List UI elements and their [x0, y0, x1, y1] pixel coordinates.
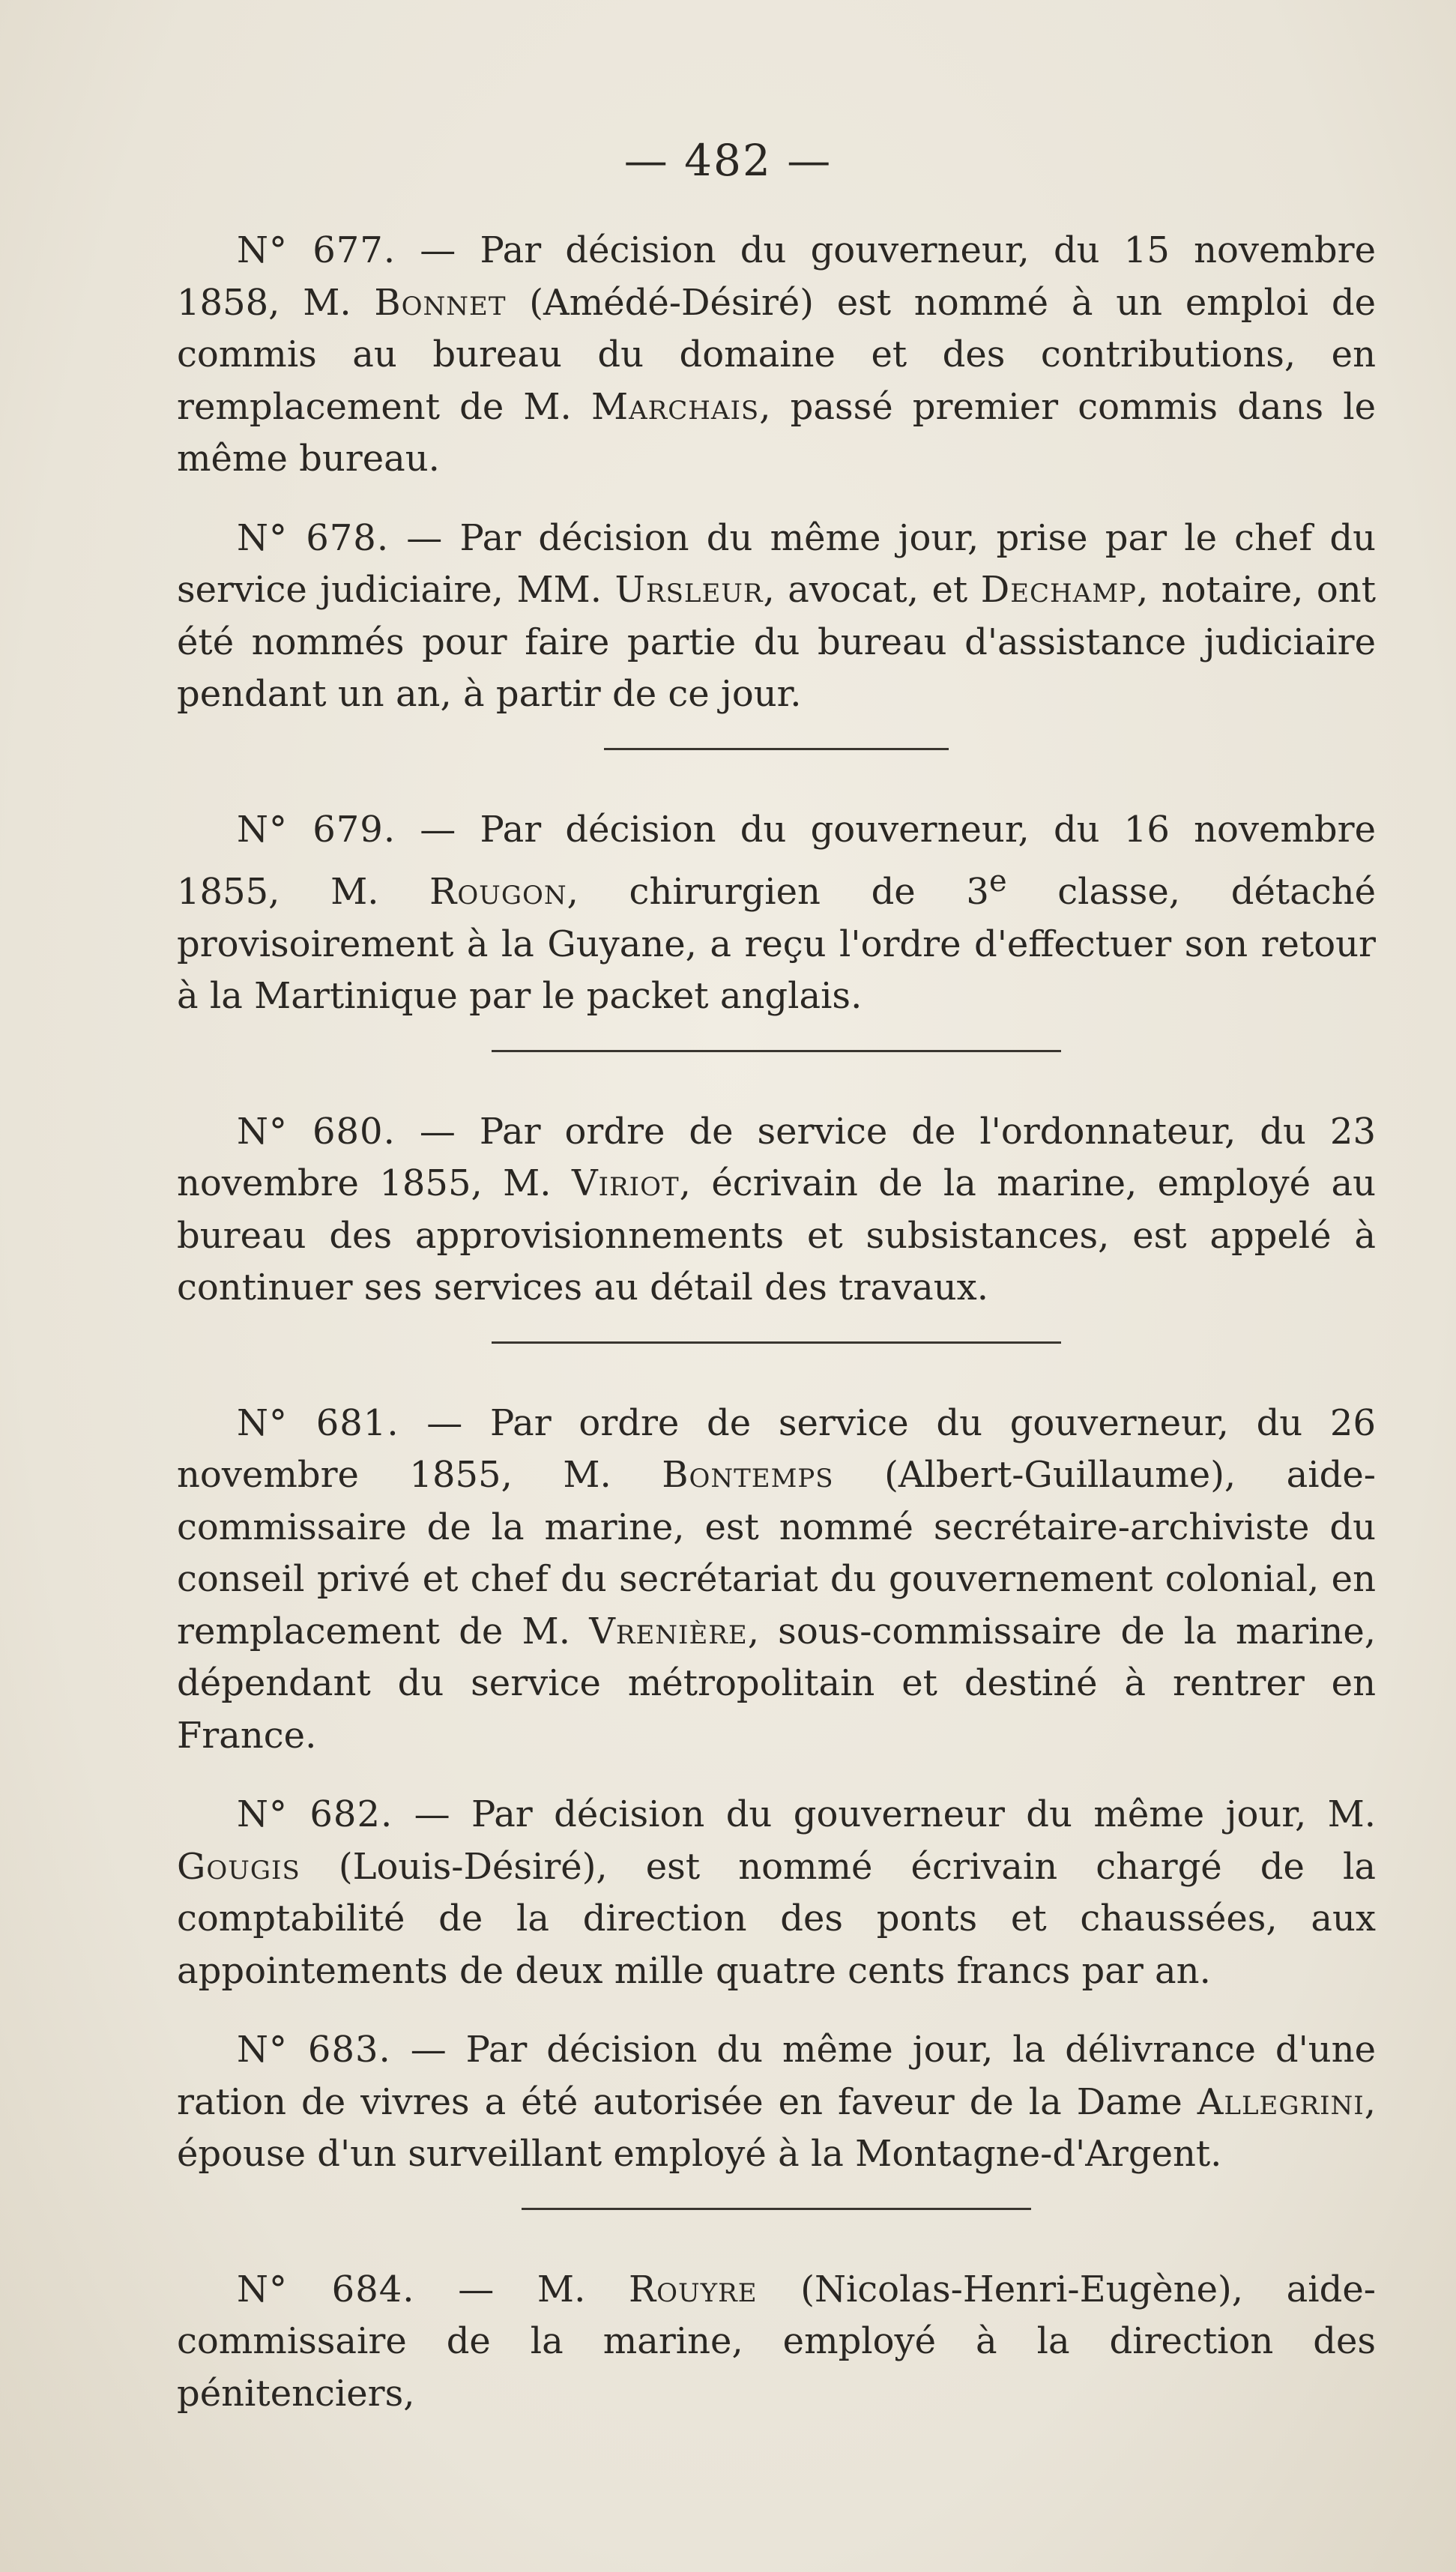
- entry-680: N° 680. — Par ordre de service de l'ordonnateur, du 23 novembre 1855, M. Viriot, écrivain de la marine, employé au bureau des approvisionnements et subsistances, est appelé à continuer ses services au détail des travaux.: [177, 1110, 1376, 1308]
- person-name: Bonnet: [374, 281, 507, 324]
- entry-number: N° 680.: [237, 1110, 396, 1153]
- superscript: e: [988, 864, 1007, 899]
- person-name: Vrenière: [589, 1610, 748, 1652]
- person-name: Rougon: [429, 871, 567, 913]
- entry-number: N° 684.: [237, 2268, 415, 2310]
- entry-683: N° 683. — Par décision du même jour, la délivrance d'une ration de vivres a été autorisée en faveur de la Dame Allegrini, épouse d'un surveillant employé à la Montagne-d'Argent.: [177, 2029, 1376, 2175]
- person-name: Bontemps: [662, 1454, 834, 1496]
- document-body: [177, 225, 1376, 2447]
- separator-rule: [522, 2208, 1031, 2210]
- entry-678: N° 678. — Par décision du même jour, prise par le chef du service judiciaire, MM. Ursleur, avocat, et Dechamp, notaire, ont été nommés pour faire partie du bureau d'assistance judiciaire pendant un an, à partir de ce jour.: [177, 516, 1377, 715]
- entry-number: N° 682.: [237, 1793, 393, 1835]
- person-name: Gougis: [177, 1845, 300, 1888]
- person-name: Dechamp: [980, 569, 1137, 611]
- entry-number: N° 678.: [237, 516, 390, 559]
- entry-682: N° 682. — Par décision du gouverneur du même jour, M. Gougis (Louis-Désiré), est nommé écrivain chargé de la comptabilité de la direction des ponts et chaussées, aux appointements de deux mille quatre cents francs par an.: [177, 1793, 1376, 1992]
- entry-681: N° 681. — Par ordre de service du gouverneur, du 26 novembre 1855, M. Bontemps (Albert-Guillaume), aide-commissaire de la marine, est nommé secrétaire-archiviste du conseil privé et chef du secrétariat du gouvernement colonial, en remplacement de M. Vrenière, sous-commissaire de la marine, dépendant du service métropolitain et destiné à rentrer en France.: [177, 1401, 1376, 1757]
- entry-677: N° 677. — Par décision du gouverneur, du 15 novembre 1858, M. Bonnet (Amédé-Désiré) est nommé à un emploi de commis au bureau du domaine et des contributions, en remplacement de M. Marchais, passé premier commis dans le même bureau.: [177, 229, 1376, 480]
- person-name: Rouyre: [629, 2268, 758, 2310]
- entry-number: N° 677.: [237, 229, 396, 271]
- entry-number: N° 683.: [237, 2029, 391, 2071]
- page-number: — 482 —: [623, 135, 833, 186]
- entry-679: N° 679. — Par décision du gouverneur, du 16 novembre 1855, M. Rougon, chirurgien de 3e classe, détaché provisoirement à la Guyane, a reçu l'ordre d'effectuer son retour à la Martinique par le packet anglais.: [177, 808, 1376, 1017]
- person-name: Viriot: [571, 1162, 680, 1204]
- person-name: Allegrini: [1197, 2080, 1365, 2123]
- separator-rule: [492, 1341, 1061, 1344]
- person-name: Marchais: [590, 385, 760, 428]
- separator-rule: [492, 1050, 1061, 1052]
- separator-rule: [604, 748, 949, 750]
- entry-684: N° 684. — M. Rouyre (Nicolas-Henri-Eugène), aide-commissaire de la marine, employé à la direction des pénitenciers,: [177, 2268, 1376, 2415]
- entry-number: N° 679.: [237, 808, 396, 851]
- person-name: Ursleur: [614, 569, 764, 611]
- entry-number: N° 681.: [237, 1401, 399, 1444]
